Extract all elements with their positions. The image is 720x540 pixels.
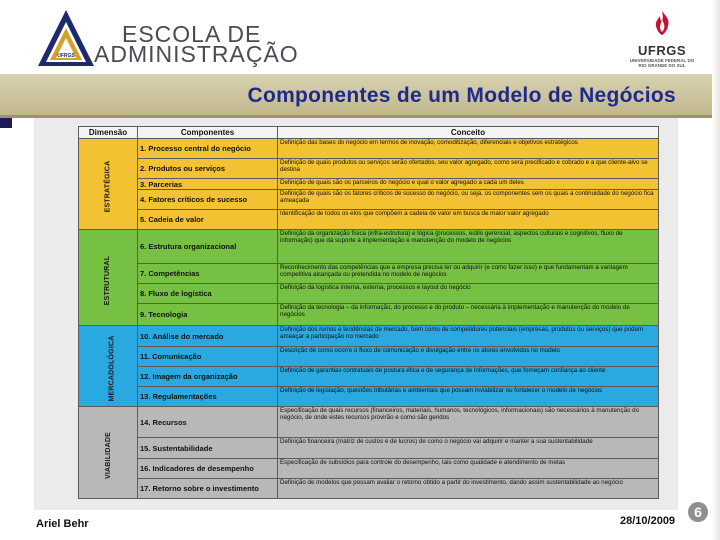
component-cell: 14. Recursos [138, 407, 278, 438]
school-name [94, 21, 299, 67]
business-model-table [78, 126, 659, 499]
component-cell: 1. Processo central do negócio [138, 139, 278, 159]
escola-logo-icon [36, 8, 96, 68]
component-cell: 12. Imagem da organização [138, 367, 278, 387]
dimension-cell [79, 230, 138, 326]
page-number: 6 [688, 502, 708, 522]
header-componentes: Componentes [138, 127, 278, 139]
table-row [79, 459, 659, 479]
concept-text: Definição das bases do negócio em termos de inovação, comoditização, diferenciais e objetivos estratégicos [280, 139, 578, 146]
ufrgs-subtitle: UNIVERSIDADE FEDERAL DO RIO GRANDE DO SUL [629, 58, 695, 68]
table-row [79, 479, 659, 499]
concept-cell [278, 479, 659, 499]
dimension-cell [79, 139, 138, 230]
concept-cell [278, 438, 659, 459]
concept-text: Especificação de quais recursos (financeiros, materiais, humanos, tecnológicos, informacionais) são necessários à manutenção do negócio, de onde estes recursos provirão e como são geridos [280, 407, 640, 422]
component-cell: 17. Retorno sobre o investimento [138, 479, 278, 499]
concept-text: Reconhecimento das competências que a empresa precisa ter ou adquirir (e como fazer isso) e que fundamentam a vantagem competitiva alcançada ou pretendida no modelo de negócios [280, 264, 628, 279]
dimension-label: VIABILIDADE [104, 431, 112, 479]
concept-text: Definição de legislação, questões tributárias e ambientais que possam inviabilizar ou fortalecer o modelo de negócios [280, 387, 603, 394]
component-cell: 13. Regulamentações [138, 387, 278, 407]
component-cell: 8. Fluxo de logística [138, 284, 278, 304]
table-row [79, 264, 659, 284]
concept-cell [278, 230, 659, 264]
concept-text: Descrição de como ocorre o fluxo de comunicação e divulgação entre os atores envolvidos no modelo [280, 347, 560, 354]
table-row [79, 284, 659, 304]
component-cell: 2. Produtos ou serviços [138, 159, 278, 179]
concept-text: Definição da organização física (infra-estrutura) e lógica (processos, estilo gerencial, aspectos culturais e cognitivos, fluxo de informação) que dá suporte à implementação e manutenção do modelo de negócios [280, 230, 623, 245]
table-row [79, 438, 659, 459]
table-header-row [79, 127, 659, 139]
title-bar [0, 74, 712, 118]
table-row [79, 347, 659, 367]
dimension-label: ESTRUTURAL [104, 255, 112, 305]
component-cell: 4. Fatores críticos de sucesso [138, 190, 278, 210]
ufrgs-logo [626, 10, 698, 68]
concept-text: Identificação de todos os elos que compõem a cadeia de valor em busca de maior valor agregado [280, 210, 549, 217]
concept-cell [278, 179, 659, 190]
component-cell: 7. Competências [138, 264, 278, 284]
concept-text: Definição dos rumos e tendências de mercado, bem como de competidores potenciais (empresas, produtos ou serviços) que podem ameaçar a participação no mercado [280, 326, 644, 341]
table-row [79, 139, 659, 159]
component-cell: 16. Indicadores de desempenho [138, 459, 278, 479]
concept-text: Definição de quais são os fatores críticos de sucesso do negócio, ou seja, os componentes sem os quais a continuidade do negócio fica ameaçada [280, 190, 654, 205]
logo-caption: UFRGS [57, 53, 75, 59]
table-row [79, 407, 659, 438]
table-row [79, 210, 659, 230]
ufrgs-flame-icon [650, 10, 674, 36]
component-cell: 9. Tecnologia [138, 304, 278, 326]
concept-cell [278, 139, 659, 159]
table-row [79, 190, 659, 210]
table-row [79, 367, 659, 387]
date: 28/10/2009 [620, 515, 676, 527]
concept-text: Definição financeira (matriz de custos e de lucros) de como o negócio vai adquirir e manter a sua sustentabilidade [280, 438, 593, 445]
concept-cell [278, 326, 659, 347]
concept-text: Definição de quais são os parceiros do negócio e qual o valor agregado a cada um deles [280, 179, 524, 186]
header-conceito: Conceito [278, 127, 659, 139]
right-shadow-edge [712, 0, 720, 540]
table-row [79, 159, 659, 179]
concept-cell [278, 347, 659, 367]
component-cell: 6. Estrutura organizacional [138, 230, 278, 264]
concept-text: Definição de garantias contratuais de postura ética e de segurança de informações, que forneçam confiança ao cliente [280, 367, 606, 374]
dimension-cell [79, 407, 138, 499]
concept-cell [278, 284, 659, 304]
author: Ariel Behr [36, 518, 89, 530]
school-name-line1: ESCOLA DE [122, 21, 262, 47]
component-cell: 5. Cadeia de valor [138, 210, 278, 230]
slide-header [0, 0, 720, 74]
dimension-label: ESTRATÉGICA [104, 160, 112, 213]
component-cell: 15. Sustentabilidade [138, 438, 278, 459]
header-dimensao: Dimensão [79, 127, 138, 139]
concept-cell [278, 159, 659, 179]
concept-text: Definição de modelos que possam avaliar o retorno obtido a partir do investimento, dando assim sustentabilidade ao negócio [280, 479, 623, 486]
concept-cell [278, 190, 659, 210]
concept-cell [278, 210, 659, 230]
table-row [79, 387, 659, 407]
table-row [79, 326, 659, 347]
dimension-label: MERCADOLÓGICA [108, 335, 116, 402]
concept-cell [278, 459, 659, 479]
dimension-cell [79, 326, 138, 407]
concept-cell [278, 407, 659, 438]
component-cell: 11. Comunicação [138, 347, 278, 367]
concept-cell [278, 264, 659, 284]
table-row [79, 230, 659, 264]
table-row [79, 304, 659, 326]
component-cell: 3. Parcerias [138, 179, 278, 190]
concept-text: Definição da tecnologia – da informação, do processo e do produto – necessária à implementação e manutenção do modelo de negócios [280, 304, 630, 319]
component-cell: 10. Análise do mercado [138, 326, 278, 347]
concept-text: Definição da logística interna, externa, processos e layout do negócio [280, 284, 471, 291]
concept-cell [278, 387, 659, 407]
left-accent-stripe [0, 118, 12, 128]
concept-cell [278, 304, 659, 326]
concept-cell [278, 367, 659, 387]
table-row [79, 179, 659, 190]
concept-text: Definição de quais produtos ou serviços serão ofertados, seu valor agregado, como será precificado e cobrado e a que cliente-alvo se destina [280, 159, 648, 174]
slide-title: Componentes de um Modelo de Negócios [247, 84, 676, 107]
school-name-line2: ADMINISTRAÇÃO [94, 41, 299, 67]
concept-text: Especificação de subsídios para controle do desempenho, tais como qualidade e atendimento de metas [280, 459, 566, 466]
ufrgs-name: UFRGS [638, 43, 686, 58]
